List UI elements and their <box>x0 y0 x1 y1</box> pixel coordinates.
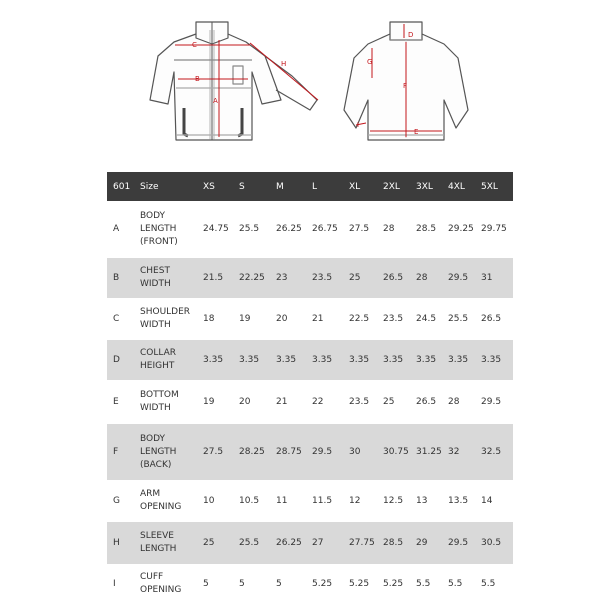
cell-value: 23.5 <box>383 313 404 324</box>
cell-value: 5 <box>203 578 209 589</box>
cell-value: 24.5 <box>416 313 437 324</box>
cell-value: 3.35 <box>349 340 383 380</box>
cell-value: 5.5 <box>481 578 496 589</box>
back-label-e: E <box>414 128 419 136</box>
cell-value: 21 <box>276 396 288 407</box>
row-code: I <box>113 578 116 589</box>
row-label: SLEEVE LENGTH <box>140 522 203 564</box>
cell-value: 29.5 <box>448 258 481 298</box>
cell-value: 26.75 <box>312 224 338 234</box>
row-code: C <box>113 313 120 324</box>
header-3xl: 3XL <box>416 172 448 201</box>
table-row <box>107 424 513 480</box>
header-style-code: 601 <box>107 172 140 201</box>
cell-value: 26.5 <box>383 258 416 298</box>
cell-value: 27.5 <box>203 424 239 480</box>
cell-value: 26.25 <box>276 522 312 564</box>
row-code: H <box>107 522 140 564</box>
cell-value: 23 <box>276 258 312 298</box>
header-xl: XL <box>349 172 383 201</box>
cell-value: 22 <box>312 396 324 407</box>
cell-value: 25.5 <box>239 522 276 564</box>
cell-value: 26.5 <box>481 313 502 324</box>
cell-value: 3.35 <box>312 340 349 380</box>
header-s: S <box>239 172 276 201</box>
cell-value: 3.35 <box>203 340 239 380</box>
table-row <box>107 522 513 564</box>
row-code: A <box>113 224 120 234</box>
cell-value: 30.5 <box>481 522 513 564</box>
row-label: SHOULDER WIDTH <box>140 307 191 330</box>
row-code: F <box>107 424 140 480</box>
row-label: BODY LENGTH (BACK) <box>140 424 203 480</box>
cell-value: 10.5 <box>239 495 260 506</box>
row-code: G <box>113 495 120 506</box>
header-4xl: 4XL <box>448 172 481 201</box>
table-row <box>107 380 513 424</box>
cell-value: 29.5 <box>481 396 502 407</box>
cell-value: 5 <box>239 578 245 589</box>
cell-value: 3.35 <box>416 340 448 380</box>
back-label-f: F <box>403 82 408 90</box>
cell-value: 22.5 <box>349 313 370 324</box>
front-label-b: B <box>195 75 200 83</box>
cell-value: 25 <box>349 258 383 298</box>
table-row <box>107 340 513 380</box>
back-label-i: I <box>357 121 360 129</box>
cell-value: 29.25 <box>448 224 474 234</box>
cell-value: 26.5 <box>416 396 437 407</box>
cell-value: 20 <box>276 313 288 324</box>
row-code: B <box>107 258 140 298</box>
header-size: Size <box>140 172 203 201</box>
size-chart-table <box>107 172 513 604</box>
cell-value: 5.25 <box>349 578 370 589</box>
cell-value: 19 <box>239 313 251 324</box>
cell-value: 3.35 <box>448 340 481 380</box>
cell-value: 14 <box>481 495 493 506</box>
cell-value: 25 <box>203 522 239 564</box>
front-label-a: A <box>213 97 218 105</box>
cell-value: 32.5 <box>481 424 513 480</box>
cell-value: 27.75 <box>349 522 383 564</box>
cell-value: 13 <box>416 495 428 506</box>
front-label-h: H <box>281 60 287 68</box>
cell-value: 5 <box>276 578 282 589</box>
cell-value: 29.5 <box>448 522 481 564</box>
table-row <box>107 564 513 604</box>
cell-value: 29.75 <box>481 224 507 234</box>
cell-value: 28.5 <box>416 224 437 234</box>
cell-value: 28.25 <box>239 424 276 480</box>
cell-value: 20 <box>239 396 251 407</box>
cell-value: 18 <box>203 313 215 324</box>
cell-value: 27 <box>312 522 349 564</box>
cell-value: 22.25 <box>239 258 276 298</box>
table-header-row <box>107 172 513 201</box>
cell-value: 12.5 <box>383 495 404 506</box>
cell-value: 28 <box>416 258 448 298</box>
table-row <box>107 258 513 298</box>
cell-value: 19 <box>203 396 215 407</box>
cell-value: 31 <box>481 258 513 298</box>
cell-value: 30 <box>349 424 383 480</box>
header-2xl: 2XL <box>383 172 416 201</box>
front-label-c: C <box>192 41 197 49</box>
cell-value: 3.35 <box>276 340 312 380</box>
cell-value: 30.75 <box>383 424 416 480</box>
row-label: BODY LENGTH (FRONT) <box>140 211 178 247</box>
row-code: E <box>113 396 119 407</box>
cell-value: 5.5 <box>416 578 431 589</box>
row-code: D <box>107 340 140 380</box>
cell-value: 5.25 <box>312 578 333 589</box>
cell-value: 21.5 <box>203 258 239 298</box>
cell-value: 5.5 <box>448 578 463 589</box>
cell-value: 32 <box>448 424 481 480</box>
cell-value: 23.5 <box>349 396 370 407</box>
cell-value: 29.5 <box>312 424 349 480</box>
cell-value: 11 <box>276 495 288 506</box>
row-label: CHEST WIDTH <box>140 258 203 298</box>
cell-value: 10 <box>203 495 215 506</box>
cell-value: 24.75 <box>203 224 229 234</box>
cell-value: 3.35 <box>383 340 416 380</box>
row-label: BOTTOM WIDTH <box>140 390 179 413</box>
cell-value: 28 <box>448 396 460 407</box>
row-label: ARM OPENING <box>140 489 182 512</box>
cell-value: 28 <box>383 224 395 234</box>
row-label: COLLAR HEIGHT <box>140 340 203 380</box>
cell-value: 28.75 <box>276 424 312 480</box>
back-label-g: G <box>367 58 373 66</box>
table-row <box>107 201 513 258</box>
header-xs: XS <box>203 172 239 201</box>
jacket-diagrams <box>0 0 608 165</box>
cell-value: 5.25 <box>383 578 404 589</box>
header-m: M <box>276 172 312 201</box>
cell-value: 3.35 <box>481 340 513 380</box>
back-label-d: D <box>408 31 414 39</box>
cell-value: 3.35 <box>239 340 276 380</box>
cell-value: 29 <box>416 522 448 564</box>
row-label: CUFF OPENING <box>140 572 182 595</box>
table-row <box>107 480 513 522</box>
table-row <box>107 298 513 340</box>
header-l: L <box>312 172 349 201</box>
cell-value: 28.5 <box>383 522 416 564</box>
front-jacket-drawing <box>150 22 317 140</box>
cell-value: 25 <box>383 396 395 407</box>
cell-value: 13.5 <box>448 495 469 506</box>
cell-value: 12 <box>349 495 361 506</box>
cell-value: 23.5 <box>312 258 349 298</box>
cell-value: 26.25 <box>276 224 302 234</box>
cell-value: 25.5 <box>239 224 260 234</box>
cell-value: 31.25 <box>416 424 448 480</box>
cell-value: 27.5 <box>349 224 370 234</box>
cell-value: 25.5 <box>448 313 469 324</box>
cell-value: 21 <box>312 313 324 324</box>
header-5xl: 5XL <box>481 172 513 201</box>
cell-value: 11.5 <box>312 495 333 506</box>
